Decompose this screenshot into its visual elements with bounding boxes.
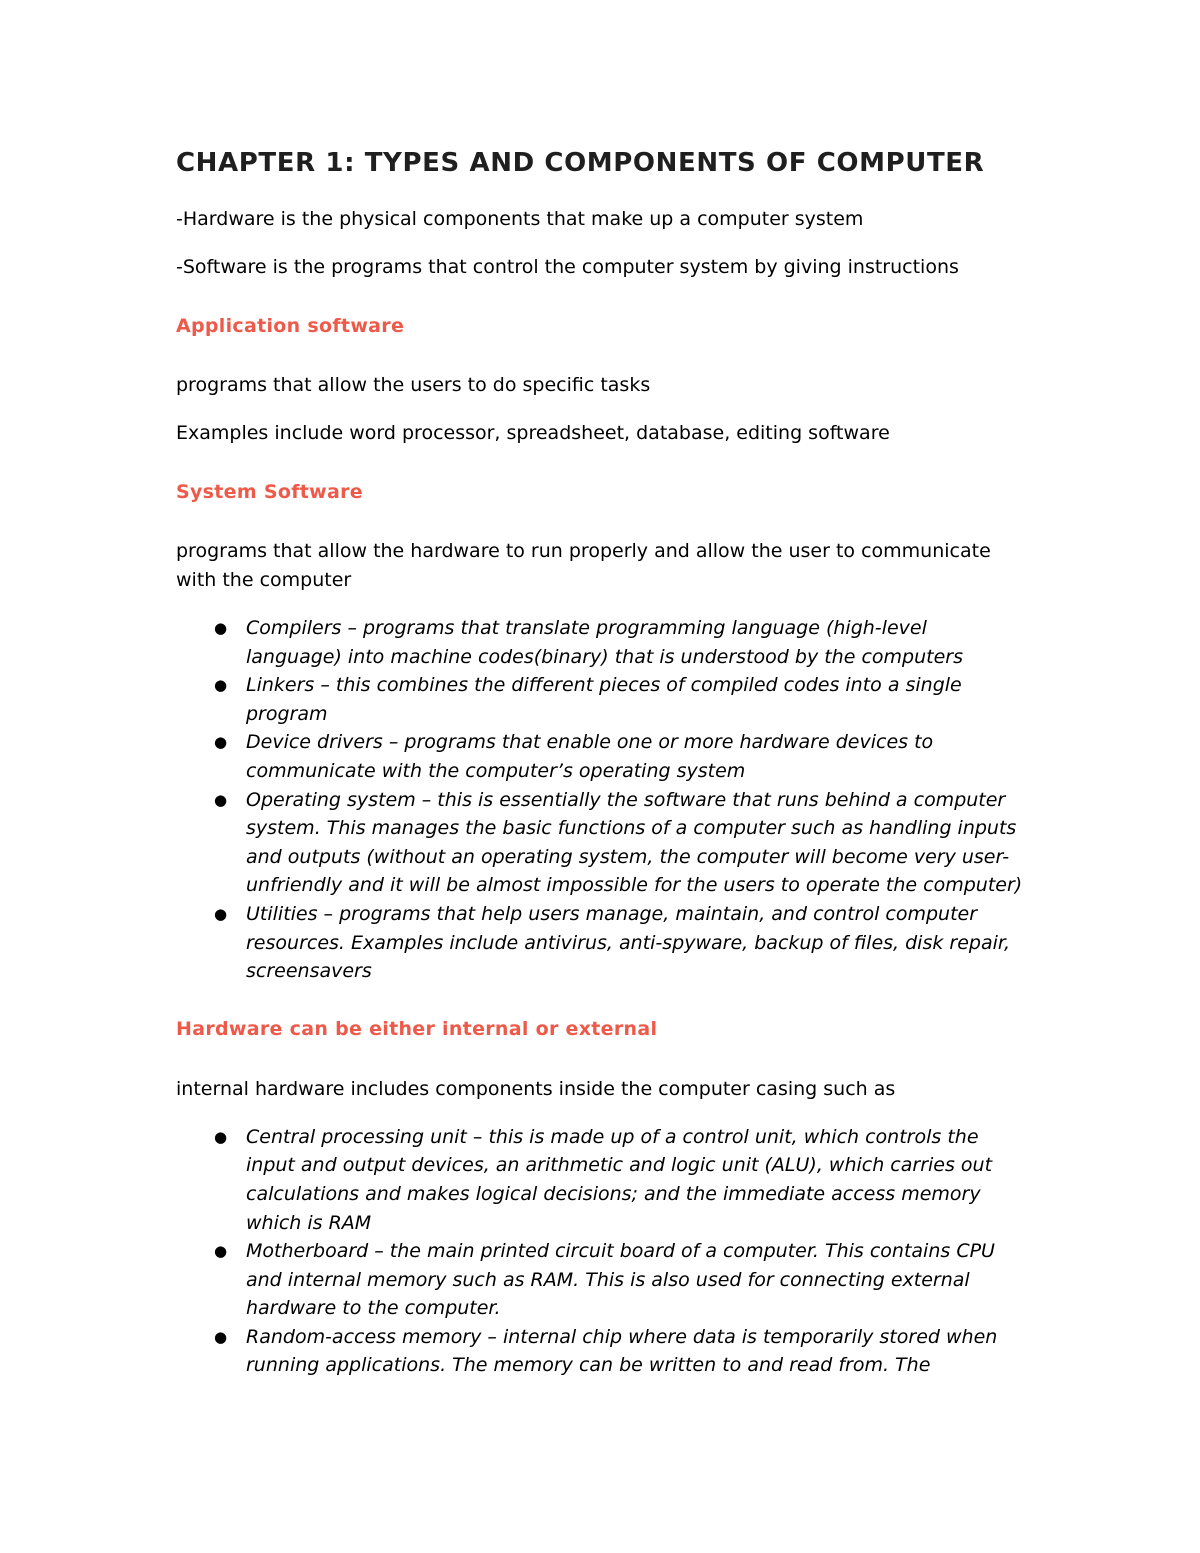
list-item <box>176 614 1026 671</box>
list-item-text: Random-access memory – internal chip where data is temporarily stored when running applications. The memory can be written to and read from. The <box>246 1325 998 1377</box>
list-item <box>176 1123 1026 1237</box>
bullet-icon: ● <box>214 676 228 695</box>
bullet-icon: ● <box>214 1327 228 1346</box>
bullet-icon: ● <box>214 790 228 809</box>
application-software-heading: Application software <box>176 315 405 337</box>
bullet-icon: ● <box>214 904 228 923</box>
list-item <box>176 900 1026 986</box>
bullet-icon: ● <box>214 733 228 752</box>
list-item <box>176 1237 1026 1323</box>
system-software-description: programs that allow the hardware to run properly and allow the user to communicate with the computer <box>176 540 991 591</box>
list-item-text: Motherboard – the main printed circuit board of a computer. This contains CPU and internal memory such as RAM. This is also used for connecting external hardware to the computer. <box>246 1240 995 1320</box>
list-item-text: Utilities – programs that help users manage, maintain, and control computer resources. Examples include antivirus, anti-spyware, backup of files, disk repair, screensavers <box>246 902 1010 983</box>
system-software-list <box>176 614 1036 986</box>
bullet-icon: ● <box>214 1127 228 1146</box>
list-item-text: Compilers – programs that translate programming language (high-level language) into machine codes(binary) that is understood by the computers <box>246 617 963 668</box>
list-item-text: Operating system – this is essentially the software that runs behind a computer system. This manages the basic functions of a computer such as handling inputs and outputs (without an operating system, the computer will become very user-unfriendly and it will be almost impossible for the users to operate the computer) <box>246 788 1023 897</box>
hardware-heading: Hardware can be either internal or external <box>176 1017 658 1040</box>
list-item <box>176 671 1026 728</box>
chapter-title: CHAPTER 1: TYPES AND COMPONENTS OF COMPUTER <box>176 148 985 178</box>
list-item-text: Central processing unit – this is made up of a control unit, which controls the input and output devices, an arithmetic and logic unit (ALU), which carries out calculations and makes logical decisions; and the immediate access memory which is RAM <box>246 1125 993 1234</box>
list-item <box>176 1323 1026 1380</box>
list-item-text: Device drivers – programs that enable one or more hardware devices to communicate with the computer’s operating system <box>246 731 934 782</box>
bullet-icon: ● <box>214 1242 228 1261</box>
document-page <box>176 145 1036 1380</box>
software-definition: -Software is the programs that control the computer system by giving instructions <box>176 256 959 278</box>
application-software-examples: Examples include word processor, spreadsheet, database, editing software <box>176 422 890 444</box>
bullet-icon: ● <box>214 619 228 637</box>
system-software-heading: System Software <box>176 481 363 503</box>
list-item <box>176 728 1026 785</box>
hardware-list <box>176 1123 1036 1380</box>
list-item <box>176 786 1026 900</box>
list-item-text: Linkers – this combines the different pieces of compiled codes into a single program <box>246 674 962 725</box>
application-software-description: programs that allow the users to do specific tasks <box>176 374 651 396</box>
hardware-description: internal hardware includes components inside the computer casing such as <box>176 1077 896 1100</box>
hardware-definition: -Hardware is the physical components that make up a computer system <box>176 208 864 230</box>
